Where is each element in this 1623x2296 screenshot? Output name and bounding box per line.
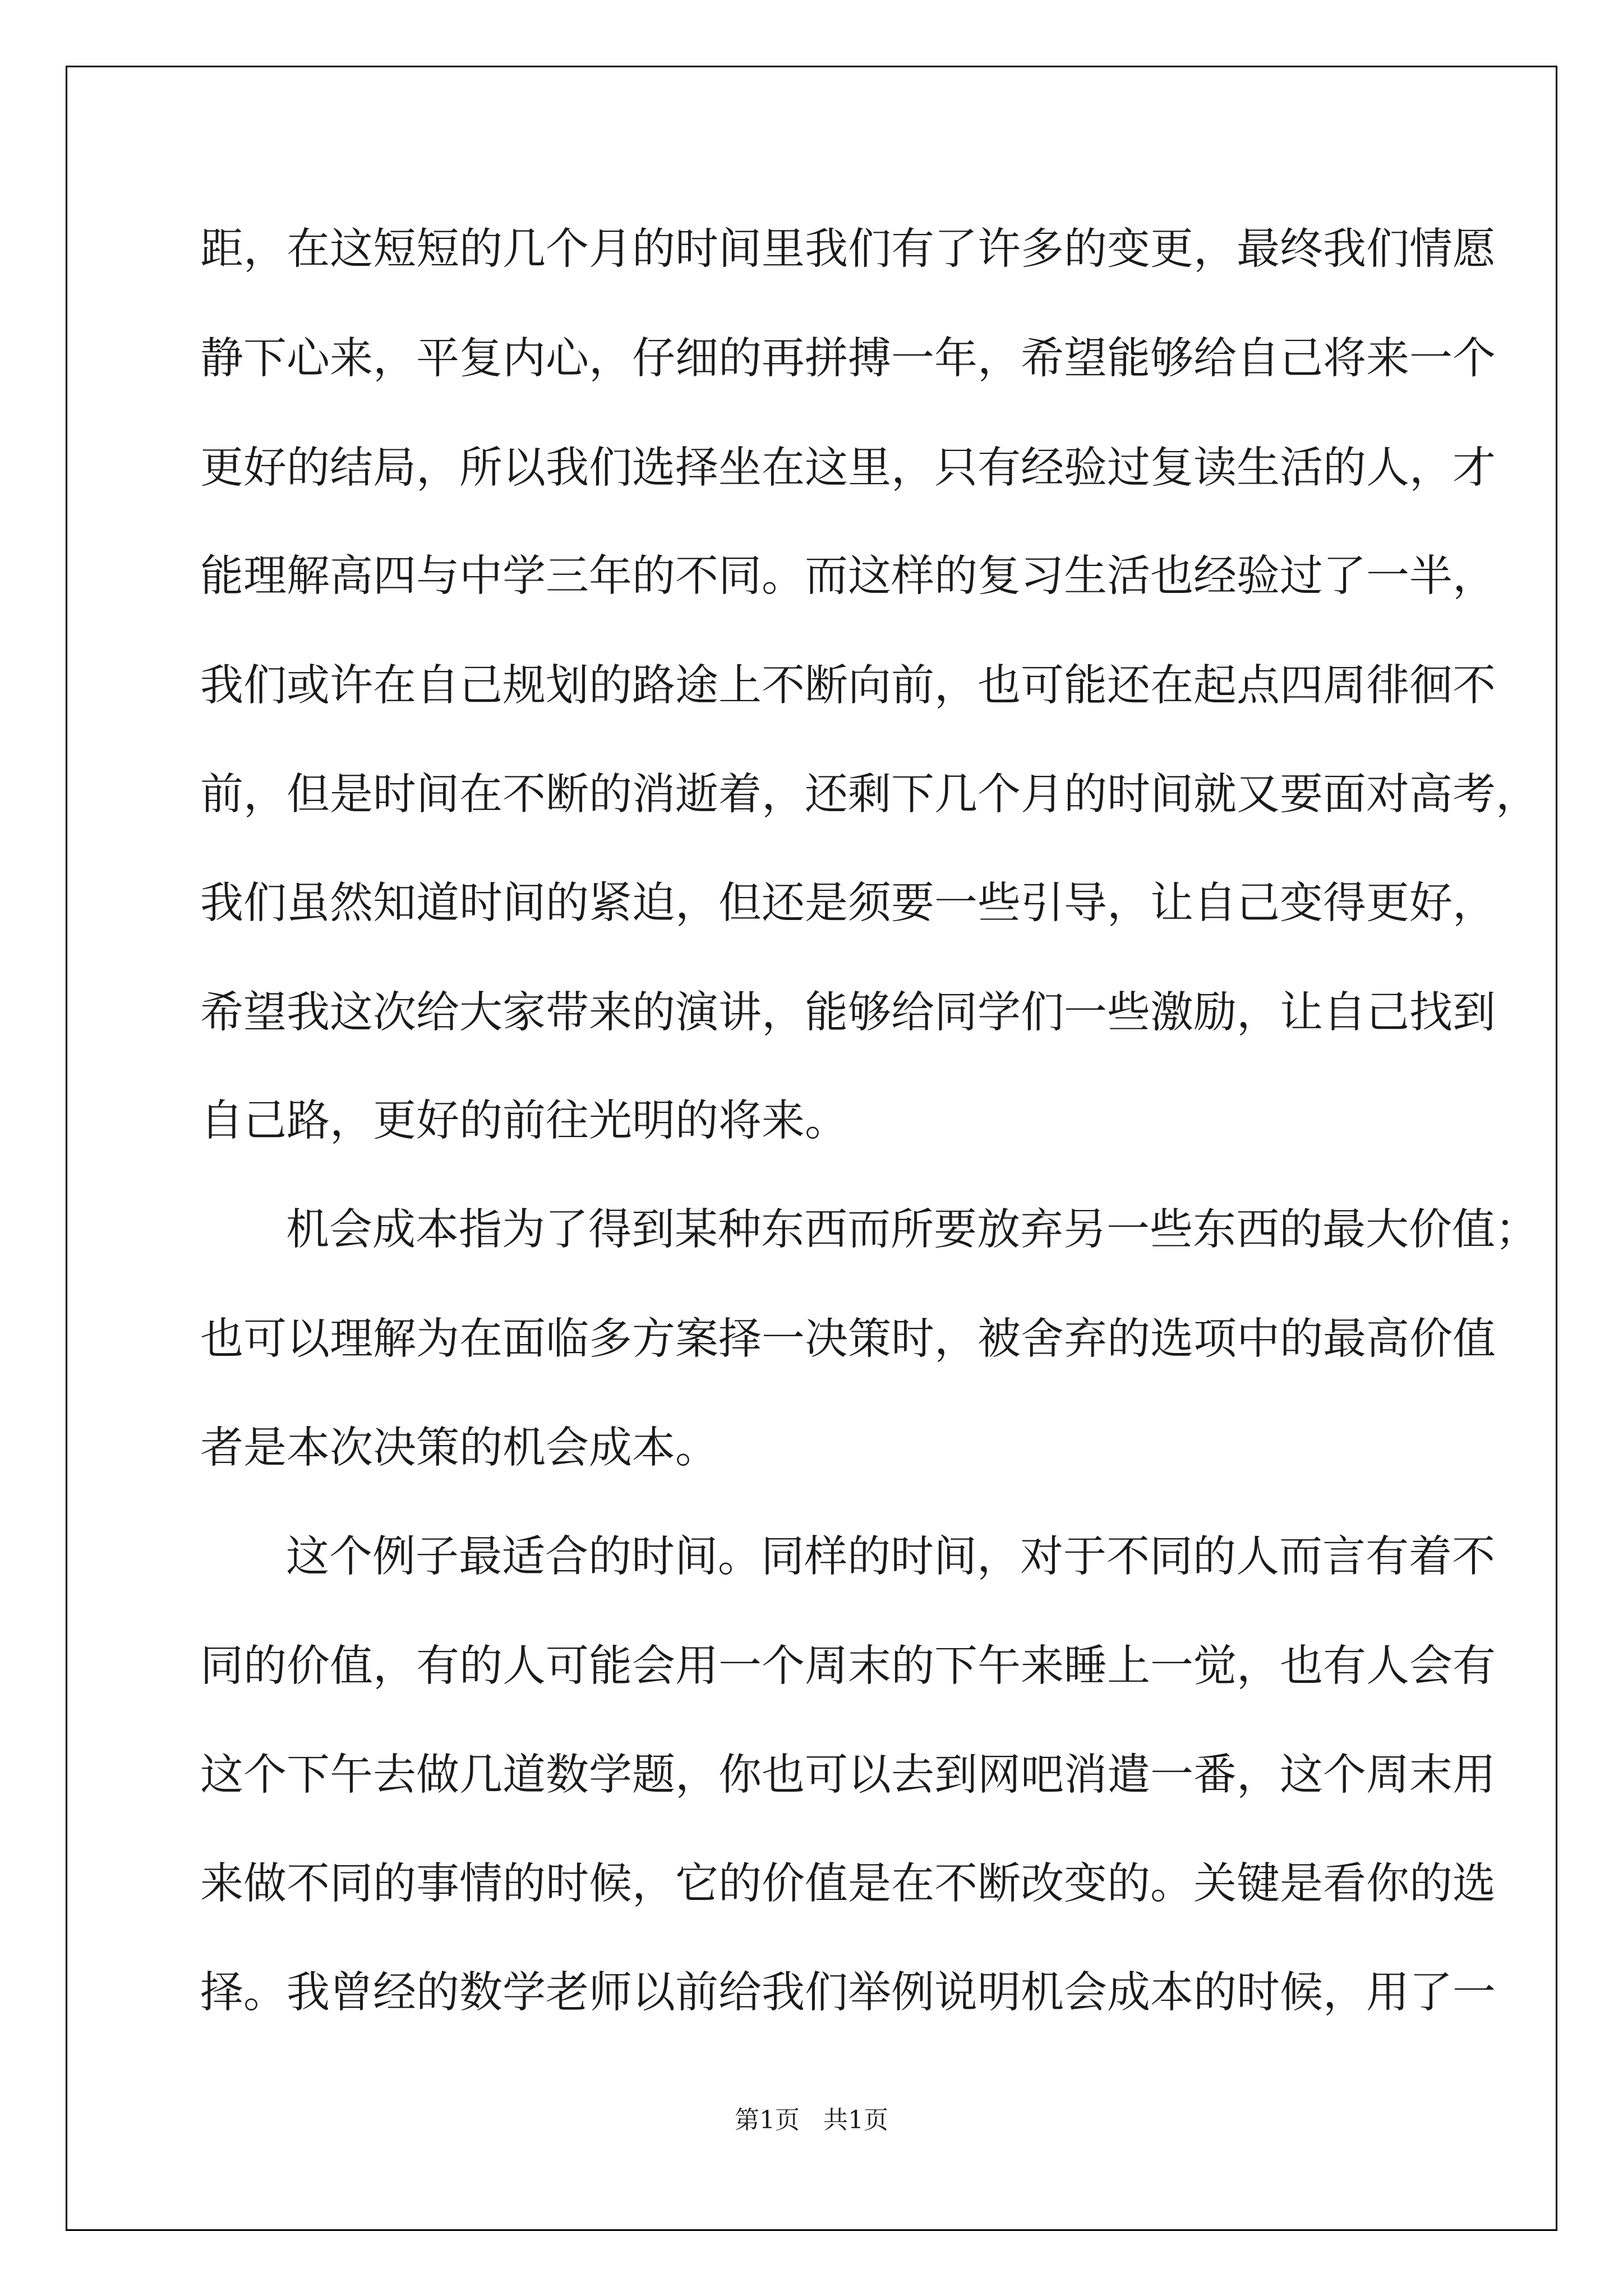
text-line: 静下心来，平复内心，仔细的再拼搏一年，希望能够给自己将来一个	[200, 334, 1496, 384]
text-line: 也可以理解为在面临多方案择一决策时，被舍弃的选项中的最高价值	[200, 1314, 1496, 1364]
text-line: 希望我这次给大家带来的演讲，能够给同学们一些激励，让自己找到	[200, 988, 1496, 1038]
paragraph-first-line: 机会成本指为了得到某种东西而所要放弃另一些东西的最大价值；	[286, 1205, 1538, 1255]
text-line: 我们虽然知道时间的紧迫，但还是须要一些引导，让自己变得更好，	[200, 878, 1496, 928]
text-line: 来做不同的事情的时候，它的价值是在不断改变的。关键是看你的选	[200, 1859, 1496, 1909]
text-line: 同的价值，有的人可能会用一个周末的下午来睡上一觉，也有人会有	[200, 1641, 1496, 1691]
text-line: 自己路，更好的前往光明的将来。	[200, 1096, 848, 1146]
text-line: 者是本次决策的机会成本。	[200, 1423, 718, 1473]
text-line: 这个下午去做几道数学题，你也可以去到网吧消遣一番，这个周末用	[200, 1750, 1496, 1800]
text-line: 距，在这短短的几个月的时间里我们有了许多的变更，最终我们情愿	[200, 224, 1496, 274]
text-line: 择。我曾经的数学老师以前给我们举例说明机会成本的时候，用了一	[200, 1968, 1496, 2018]
text-line: 我们或许在自己规划的路途上不断向前，也可能还在起点四周徘徊不	[200, 661, 1496, 711]
text-line: 能理解高四与中学三年的不同。而这样的复习生活也经验过了一半，	[200, 551, 1496, 601]
text-line: 更好的结局，所以我们选择坐在这里，只有经验过复读生活的人，才	[200, 443, 1496, 493]
page-footer: 第1页 共1页	[735, 2106, 888, 2134]
paragraph-first-line: 这个例子最适合的时间。同样的时间，对于不同的人而言有着不	[286, 1532, 1495, 1582]
text-line: 前，但是时间在不断的消逝着，还剩下几个月的时间就又要面对高考，	[200, 770, 1539, 820]
